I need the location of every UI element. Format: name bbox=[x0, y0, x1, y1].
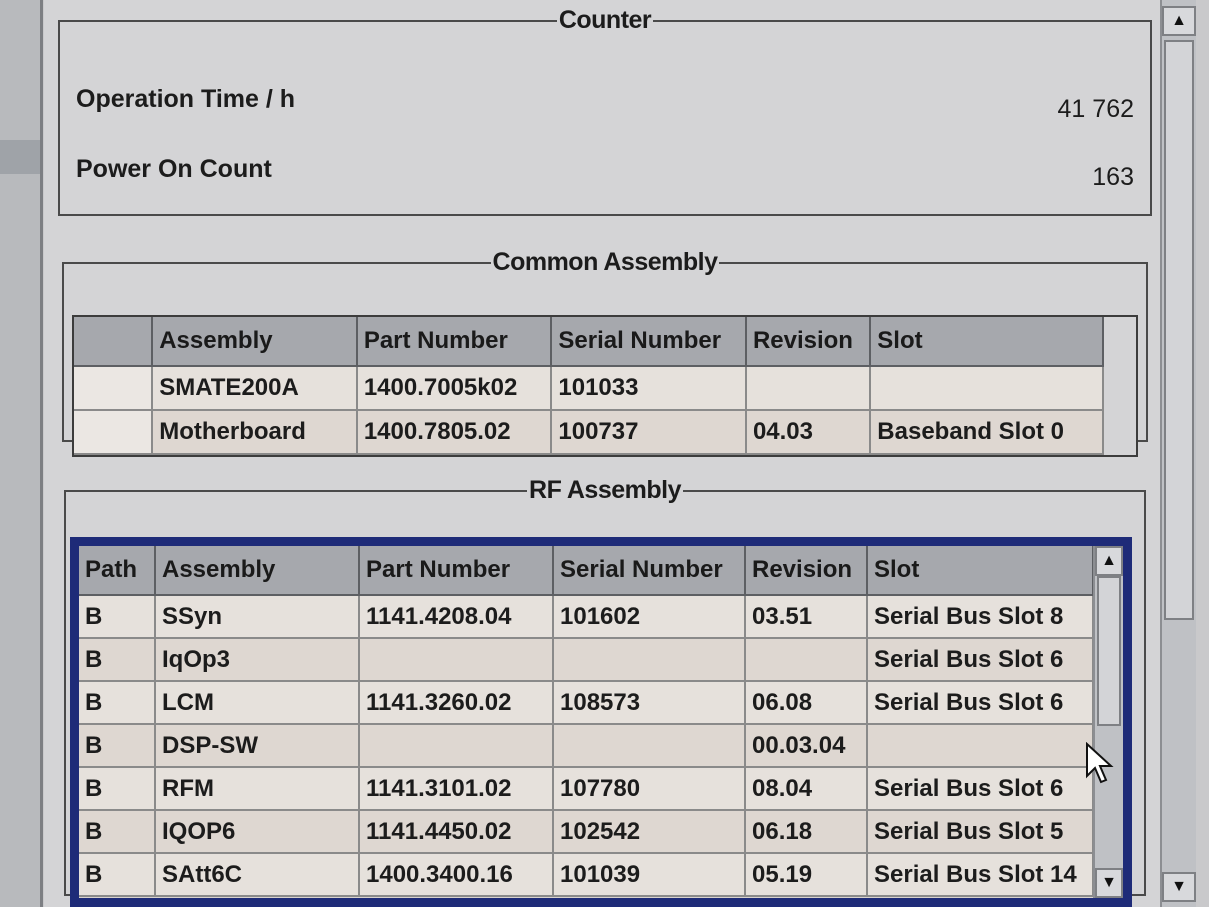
row-marker bbox=[74, 410, 152, 454]
properties-panel bbox=[44, 0, 1160, 907]
slot-cell: Serial Bus Slot 6 bbox=[867, 767, 1093, 810]
part-number-cell bbox=[359, 638, 553, 681]
column-header-assembly[interactable]: Assembly bbox=[152, 317, 357, 366]
assembly-cell: IQOP6 bbox=[155, 810, 359, 853]
part-number-cell bbox=[359, 724, 553, 767]
table-row[interactable] bbox=[79, 810, 1093, 853]
scrollbar-thumb[interactable] bbox=[1164, 40, 1194, 620]
scroll-up-icon[interactable]: ▲ bbox=[1095, 546, 1123, 576]
scrollbar-thumb[interactable] bbox=[1097, 576, 1121, 726]
slot-cell: Serial Bus Slot 6 bbox=[867, 681, 1093, 724]
assembly-cell: SSyn bbox=[155, 595, 359, 638]
common-assembly-group bbox=[62, 248, 1148, 445]
table-row[interactable] bbox=[79, 681, 1093, 724]
operation-time-label: Operation Time / h bbox=[76, 85, 296, 113]
slot-cell: Serial Bus Slot 14 bbox=[867, 853, 1093, 896]
left-panel-tab[interactable] bbox=[0, 140, 42, 174]
column-header-assembly[interactable]: Assembly bbox=[155, 546, 359, 595]
row-marker bbox=[74, 366, 152, 410]
assembly-cell: RFM bbox=[155, 767, 359, 810]
revision-cell bbox=[745, 638, 867, 681]
revision-cell: 03.51 bbox=[745, 595, 867, 638]
revision-cell: 00.03.04 bbox=[745, 724, 867, 767]
column-header-part-number[interactable]: Part Number bbox=[359, 546, 553, 595]
part-number-cell: 1141.4208.04 bbox=[359, 595, 553, 638]
column-header-part-number[interactable]: Part Number bbox=[357, 317, 552, 366]
rf-table-scrollbar[interactable] bbox=[1093, 546, 1123, 898]
power-on-count-value: 163 bbox=[1092, 163, 1134, 191]
part-number-cell: 1141.3101.02 bbox=[359, 767, 553, 810]
operation-time-value: 41 762 bbox=[1057, 95, 1134, 123]
mouse-pointer-icon bbox=[1085, 742, 1115, 786]
path-cell: B bbox=[79, 810, 155, 853]
assembly-cell: IqOp3 bbox=[155, 638, 359, 681]
path-cell: B bbox=[79, 853, 155, 896]
part-number-cell: 1141.4450.02 bbox=[359, 810, 553, 853]
scroll-down-icon[interactable]: ▼ bbox=[1162, 872, 1196, 902]
column-header-slot[interactable]: Slot bbox=[867, 546, 1093, 595]
panel-scrollbar[interactable] bbox=[1160, 0, 1196, 907]
slot-cell: Baseband Slot 0 bbox=[870, 410, 1103, 454]
column-header-revision[interactable]: Revision bbox=[745, 546, 867, 595]
table-row[interactable] bbox=[79, 638, 1093, 681]
slot-cell bbox=[870, 366, 1103, 410]
rf-assembly-group bbox=[64, 476, 1146, 896]
assembly-cell: SMATE200A bbox=[152, 366, 357, 410]
path-cell: B bbox=[79, 767, 155, 810]
assembly-cell: LCM bbox=[155, 681, 359, 724]
slot-cell: Serial Bus Slot 6 bbox=[867, 638, 1093, 681]
assembly-cell: SAtt6C bbox=[155, 853, 359, 896]
part-number-cell: 1400.3400.16 bbox=[359, 853, 553, 896]
table-row[interactable] bbox=[79, 724, 1093, 767]
slot-cell: Serial Bus Slot 5 bbox=[867, 810, 1093, 853]
serial-number-cell: 101033 bbox=[551, 366, 746, 410]
revision-cell: 08.04 bbox=[745, 767, 867, 810]
path-cell: B bbox=[79, 638, 155, 681]
part-number-cell: 1400.7005k02 bbox=[357, 366, 552, 410]
table-row[interactable] bbox=[74, 366, 1103, 410]
scroll-up-icon[interactable]: ▲ bbox=[1162, 6, 1196, 36]
serial-number-cell: 102542 bbox=[553, 810, 745, 853]
revision-cell: 05.19 bbox=[745, 853, 867, 896]
serial-number-cell: 101602 bbox=[553, 595, 745, 638]
counter-title: Counter bbox=[558, 6, 652, 34]
serial-number-cell bbox=[553, 638, 745, 681]
rf-assembly-title: RF Assembly bbox=[529, 476, 681, 504]
common-assembly-table-frame bbox=[72, 315, 1138, 457]
path-cell: B bbox=[79, 724, 155, 767]
path-cell: B bbox=[79, 681, 155, 724]
revision-cell: 06.08 bbox=[745, 681, 867, 724]
scroll-down-icon[interactable]: ▼ bbox=[1095, 868, 1123, 898]
part-number-cell: 1400.7805.02 bbox=[357, 410, 552, 454]
assembly-cell: DSP-SW bbox=[155, 724, 359, 767]
table-row[interactable] bbox=[79, 853, 1093, 896]
column-header-revision[interactable]: Revision bbox=[746, 317, 870, 366]
column-header-serial-number[interactable]: Serial Number bbox=[551, 317, 746, 366]
column-header-path[interactable]: Path bbox=[79, 546, 155, 595]
table-row[interactable] bbox=[79, 595, 1093, 638]
slot-cell bbox=[867, 724, 1093, 767]
serial-number-cell: 107780 bbox=[553, 767, 745, 810]
common-assembly-table bbox=[74, 317, 1104, 455]
revision-cell: 04.03 bbox=[746, 410, 870, 454]
assembly-cell: Motherboard bbox=[152, 410, 357, 454]
table-row[interactable] bbox=[79, 767, 1093, 810]
column-header-serial-number[interactable]: Serial Number bbox=[553, 546, 745, 595]
counter-group bbox=[58, 6, 1152, 216]
rf-assembly-table-frame[interactable] bbox=[70, 537, 1132, 907]
serial-number-cell: 100737 bbox=[551, 410, 746, 454]
left-panel-edge bbox=[0, 0, 42, 907]
panel-divider bbox=[40, 0, 43, 907]
revision-cell: 06.18 bbox=[745, 810, 867, 853]
slot-cell: Serial Bus Slot 8 bbox=[867, 595, 1093, 638]
path-cell: B bbox=[79, 595, 155, 638]
serial-number-cell: 108573 bbox=[553, 681, 745, 724]
serial-number-cell bbox=[553, 724, 745, 767]
serial-number-cell: 101039 bbox=[553, 853, 745, 896]
rf-assembly-table bbox=[79, 546, 1094, 897]
column-header-slot[interactable]: Slot bbox=[870, 317, 1103, 366]
part-number-cell: 1141.3260.02 bbox=[359, 681, 553, 724]
power-on-count-label: Power On Count bbox=[76, 155, 272, 183]
common-assembly-title: Common Assembly bbox=[492, 248, 718, 276]
column-header-row-marker[interactable] bbox=[74, 317, 152, 366]
revision-cell bbox=[746, 366, 870, 410]
table-row[interactable] bbox=[74, 410, 1103, 454]
